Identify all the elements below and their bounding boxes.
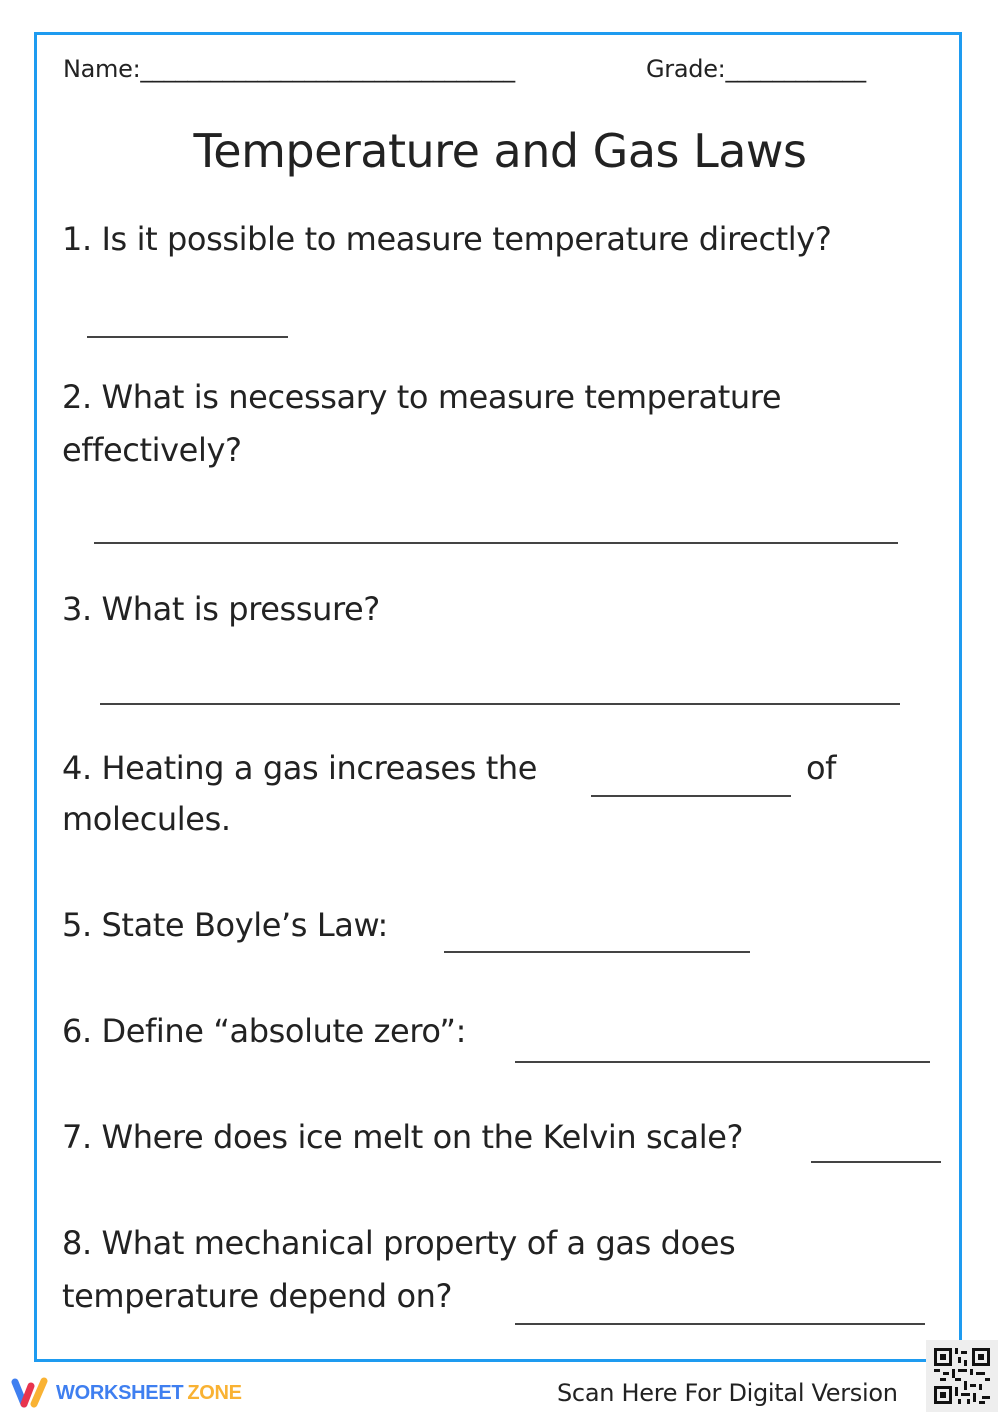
question-3: 3. What is pressure?: [62, 590, 380, 628]
scan-instruction: Scan Here For Digital Version: [557, 1379, 898, 1407]
qr-code-icon[interactable]: [926, 1340, 998, 1412]
answer-line-8[interactable]: [515, 1323, 925, 1325]
question-5: 5. State Boyle’s Law:: [62, 906, 388, 944]
grade-field[interactable]: [646, 55, 866, 83]
name-field[interactable]: [63, 55, 515, 83]
grade-blank[interactable]: ____________: [725, 55, 866, 83]
answer-line-6[interactable]: [515, 1061, 930, 1063]
answer-line-5[interactable]: [444, 951, 750, 953]
question-6: 6. Define “absolute zero”:: [62, 1012, 466, 1050]
question-4-line2: molecules.: [62, 800, 231, 838]
brand-name-part2: ZONE: [187, 1381, 242, 1404]
grade-label: Grade:: [646, 55, 726, 83]
name-blank[interactable]: ________________________________: [140, 55, 515, 83]
page-title: Temperature and Gas Laws: [193, 124, 807, 178]
name-label: Name:: [63, 55, 141, 83]
answer-line-2[interactable]: [94, 542, 898, 544]
question-8-line2: temperature depend on?: [62, 1277, 453, 1315]
question-4-part1: 4. Heating a gas increases the: [62, 749, 538, 787]
question-4-part2: of: [806, 749, 837, 787]
question-2-line2: effectively?: [62, 431, 242, 469]
question-8-line1: 8. What mechanical property of a gas does: [62, 1224, 736, 1262]
brand-name-part1: WORKSHEET: [56, 1381, 184, 1404]
worksheetzone-logo[interactable]: [10, 1376, 242, 1410]
answer-line-1[interactable]: [87, 336, 288, 338]
question-2-line1: 2. What is necessary to measure temperature: [62, 378, 782, 416]
answer-line-3[interactable]: [100, 703, 900, 705]
answer-line-7[interactable]: [811, 1161, 941, 1163]
question-1: 1. Is it possible to measure temperature directly?: [62, 220, 832, 258]
worksheetzone-logo-icon: [10, 1376, 50, 1410]
answer-line-4[interactable]: [591, 795, 791, 797]
question-7: 7. Where does ice melt on the Kelvin scale?: [62, 1118, 744, 1156]
